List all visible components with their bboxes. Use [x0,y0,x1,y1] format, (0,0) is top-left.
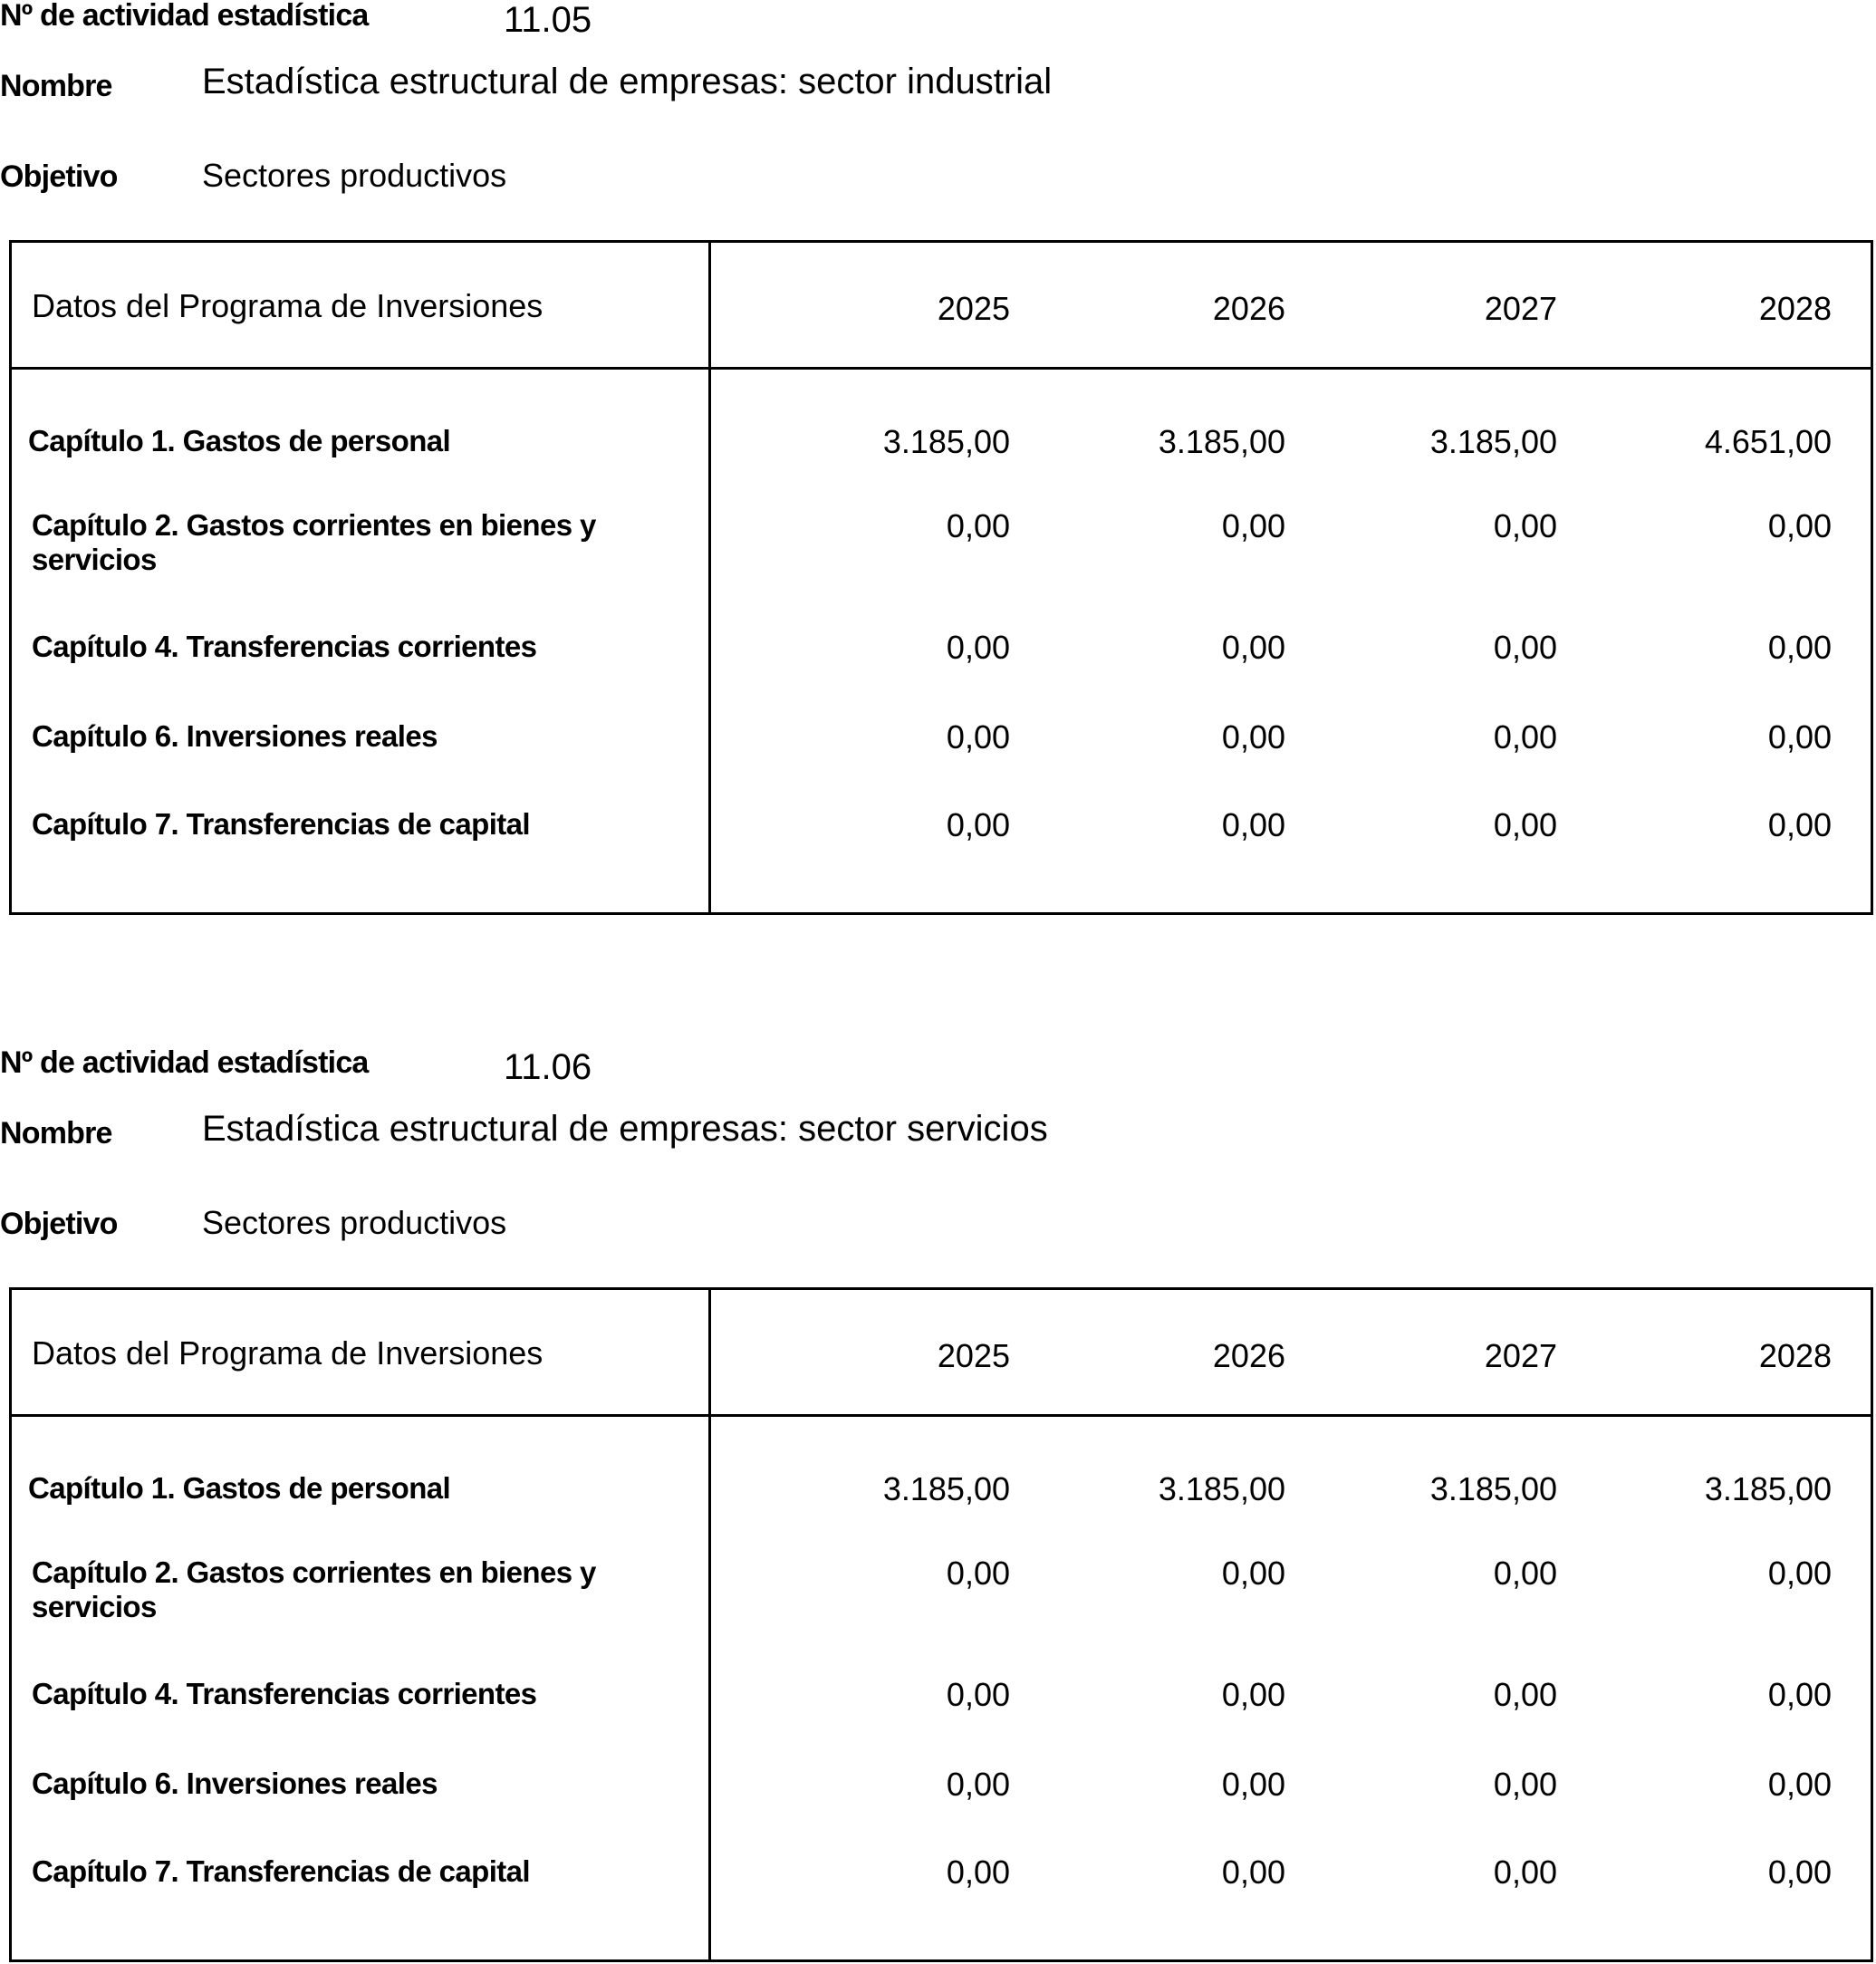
activity-name: Estadística estructural de empresas: sector servicios [202,1109,1048,1149]
table-cell: 0,00 [1493,629,1557,666]
activity-objective: Sectores productivos [202,1204,507,1241]
table-cell: 0,00 [1221,1555,1285,1592]
table-cell: 3.185,00 [882,423,1010,460]
table-cell: 0,00 [1221,806,1285,843]
table-cell: 0,00 [1493,1555,1557,1592]
objective-label: Objetivo [0,159,118,194]
table-cell: 0,00 [946,806,1010,843]
year-header: 2028 [1758,290,1832,327]
table-cell: 0,00 [946,629,1010,666]
table-cell: 0,00 [946,1766,1010,1803]
table-cell: 0,00 [946,718,1010,756]
table-cell: 0,00 [1767,1676,1832,1713]
table-cell: 0,00 [1493,1766,1557,1803]
table-cell: 0,00 [1767,1853,1832,1891]
activity-number-label: Nº de actividad estadística [0,1045,369,1080]
year-header: 2025 [937,290,1010,327]
table-cell: 0,00 [1221,507,1285,544]
activity-number-label: Nº de actividad estadística [0,0,369,33]
table-column-divider [708,1290,711,1959]
year-header: 2027 [1484,290,1557,327]
table-cell: 0,00 [1767,629,1832,666]
row-label: Capítulo 1. Gastos de personal [28,1471,451,1505]
table-cell: 3.185,00 [1429,1470,1557,1507]
row-label: Capítulo 2. Gastos corrientes en bienes y servicios [32,1555,596,1623]
table-cell: 3.185,00 [1158,423,1285,460]
table-cell: 3.185,00 [1704,1470,1832,1507]
table-cell: 3.185,00 [882,1470,1010,1507]
table-header-label: Datos del Programa de Inversiones [32,287,544,324]
row-label: Capítulo 7. Transferencias de capital [32,1854,530,1888]
table-cell: 0,00 [1493,1676,1557,1713]
table-cell: 0,00 [1767,1555,1832,1592]
activity-number-value: 11.06 [504,1047,592,1087]
table-cell: 0,00 [1221,1853,1285,1891]
row-label: Capítulo 6. Inversiones reales [32,719,438,753]
activity-name: Estadística estructural de empresas: sector industrial [202,62,1053,101]
table-cell: 0,00 [1493,507,1557,544]
year-header: 2028 [1758,1337,1832,1374]
investment-table [9,240,1873,915]
year-header: 2026 [1212,290,1285,327]
table-cell: 0,00 [1767,718,1832,756]
table-cell: 3.185,00 [1158,1470,1285,1507]
name-label: Nombre [0,1116,112,1150]
table-cell: 0,00 [1221,1766,1285,1803]
table-cell: 0,00 [1221,629,1285,666]
table-cell: 0,00 [946,1555,1010,1592]
table-cell: 0,00 [946,1853,1010,1891]
table-header-divider [12,367,1871,370]
row-label: Capítulo 6. Inversiones reales [32,1767,438,1800]
row-label: Capítulo 4. Transferencias corrientes [32,1677,537,1710]
table-header-label: Datos del Programa de Inversiones [32,1334,544,1372]
row-label: Capítulo 7. Transferencias de capital [32,807,530,841]
year-header: 2026 [1212,1337,1285,1374]
activity-number-value: 11.05 [504,0,592,40]
year-header: 2025 [937,1337,1010,1374]
table-cell: 0,00 [1221,1676,1285,1713]
investment-table [9,1287,1873,1962]
table-cell: 0,00 [946,1676,1010,1713]
row-label: Capítulo 4. Transferencias corrientes [32,630,537,663]
table-cell: 0,00 [1493,806,1557,843]
table-cell: 0,00 [946,507,1010,544]
table-cell: 0,00 [1767,806,1832,843]
year-header: 2027 [1484,1337,1557,1374]
table-cell: 4.651,00 [1704,423,1832,460]
name-label: Nombre [0,69,112,103]
table-cell: 0,00 [1493,1853,1557,1891]
activity-objective: Sectores productivos [202,157,507,194]
table-header-divider [12,1414,1871,1417]
table-cell: 3.185,00 [1429,423,1557,460]
row-label: Capítulo 2. Gastos corrientes en bienes y servicios [32,508,596,576]
table-cell: 0,00 [1767,507,1832,544]
row-label: Capítulo 1. Gastos de personal [28,424,451,457]
objective-label: Objetivo [0,1207,118,1241]
table-cell: 0,00 [1221,718,1285,756]
table-column-divider [708,243,711,912]
table-cell: 0,00 [1493,718,1557,756]
table-cell: 0,00 [1767,1766,1832,1803]
